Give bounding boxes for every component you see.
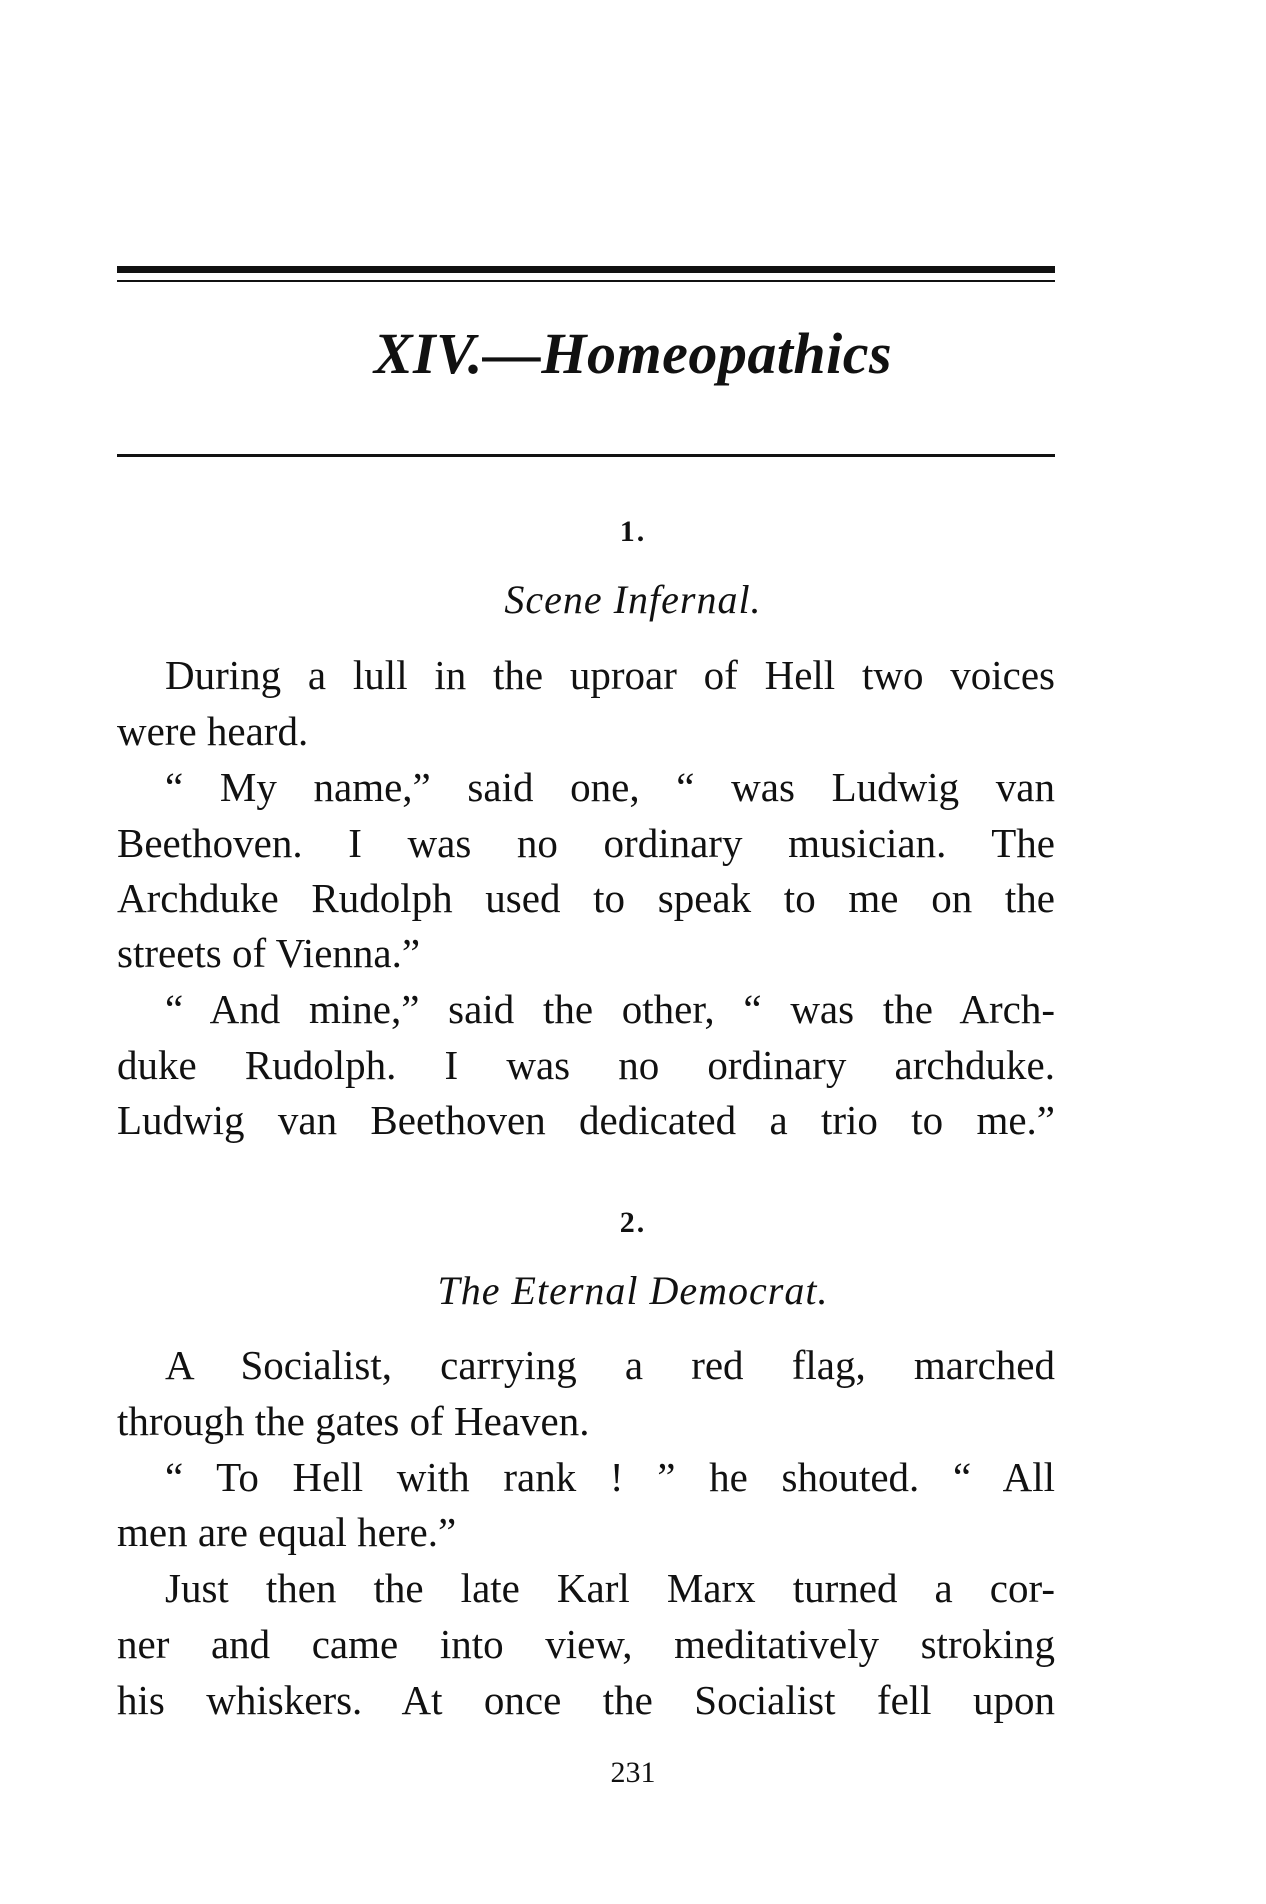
text-line: Ludwig van Beethoven dedicated a trio to me.” (117, 1097, 1055, 1143)
section-title: Scene Infernal. (504, 577, 762, 622)
text-line: A Socialist, carrying a red flag, marched (165, 1342, 1055, 1388)
page-number: 231 (610, 1756, 656, 1789)
top-rule-thick (117, 266, 1055, 273)
text-line: men are equal here.” (117, 1509, 457, 1555)
text-line: Beethoven. I was no ordinary musician. The (117, 820, 1055, 866)
text-line: his whiskers. At once the Socialist fell upon (117, 1677, 1055, 1723)
text-line: duke Rudolph. I was no ordinary archduke. (117, 1042, 1055, 1088)
section-number: 2. (619, 1206, 647, 1239)
text-line: were heard. (117, 708, 309, 754)
text-line: through the gates of Heaven. (117, 1398, 590, 1444)
text-line: streets of Vienna.” (117, 930, 421, 976)
chapter-title: XIV.—Homeopathics (373, 321, 893, 386)
text-line: “ My name,” said one, “ was Ludwig van (165, 764, 1055, 810)
text-line: “ And mine,” said the other, “ was the Arch- (165, 986, 1055, 1032)
section-title: The Eternal Democrat. (437, 1268, 829, 1313)
text-line: Archduke Rudolph used to speak to me on the (117, 875, 1055, 921)
text-line: ner and came into view, meditatively stroking (117, 1621, 1055, 1667)
top-rule-thin (117, 280, 1055, 282)
section-number: 1. (619, 515, 647, 548)
text-line: “ To Hell with rank ! ” he shouted. “ All (165, 1454, 1055, 1500)
title-rule (117, 454, 1055, 457)
text-line: During a lull in the uproar of Hell two voices (165, 652, 1055, 698)
text-line: Just then the late Karl Marx turned a cor- (165, 1565, 1055, 1611)
